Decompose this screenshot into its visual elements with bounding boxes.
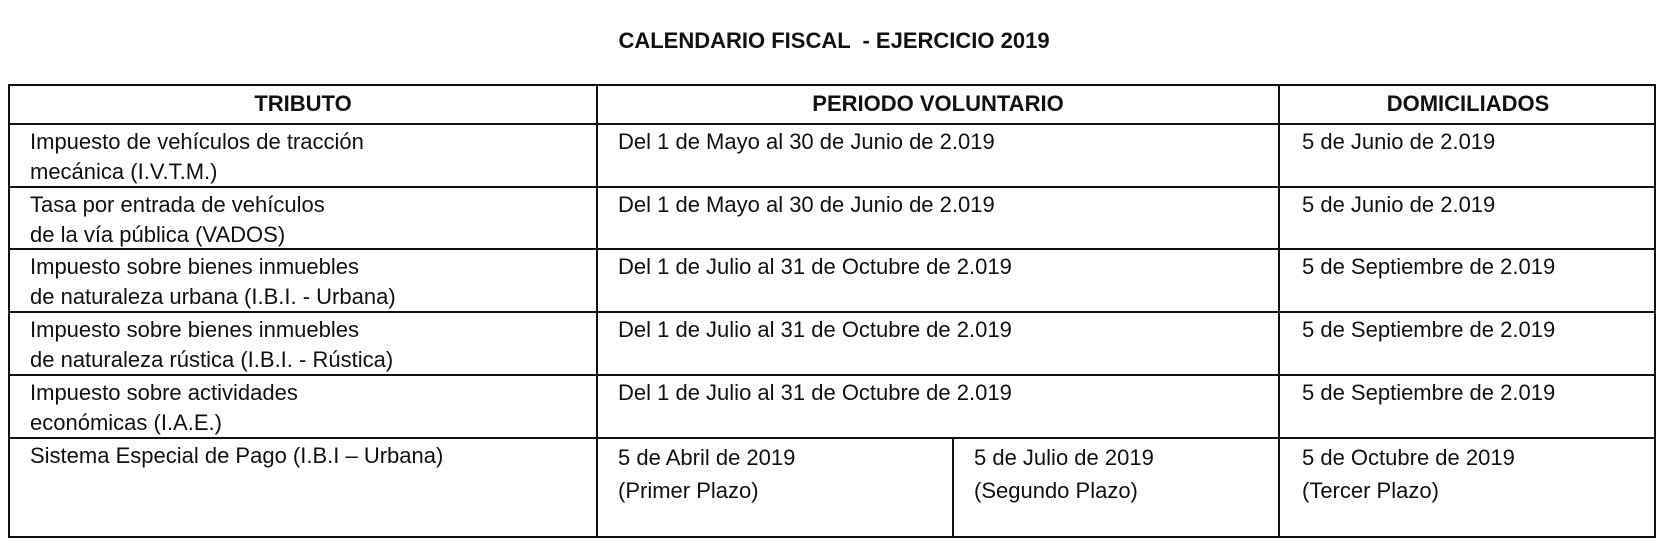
domiciliados-text: 5 de Septiembre de 2.019 <box>1302 317 1556 342</box>
plazo-1-cell <box>598 439 954 536</box>
table-row-2-periodo <box>598 188 1280 250</box>
domiciliados-text: 5 de Septiembre de 2.019 <box>1302 254 1556 279</box>
table-row-1-tributo <box>10 125 598 188</box>
plazo-2-nombre: (Segundo Plazo) <box>974 478 1138 503</box>
tributo-line-1: Impuesto sobre bienes inmuebles <box>30 317 359 342</box>
tributo-line-1: Tasa por entrada de vehículos <box>30 192 325 217</box>
tributo-line-1: Sistema Especial de Pago (I.B.I – Urbana) <box>30 443 444 468</box>
plazo-1-nombre: (Primer Plazo) <box>618 478 759 503</box>
domiciliados-text: 5 de Septiembre de 2.019 <box>1302 380 1556 405</box>
plazo-2-cell <box>954 439 1280 536</box>
tributo-line-1: Impuesto sobre actividades <box>30 380 298 405</box>
plazo-3-fecha: 5 de Octubre de 2019 <box>1302 445 1515 470</box>
tributo-line-2: mecánica (I.V.T.M.) <box>30 159 218 184</box>
domiciliados-text: 5 de Junio de 2.019 <box>1302 129 1496 154</box>
domiciliados-text: 5 de Junio de 2.019 <box>1302 192 1496 217</box>
table-row-5-domiciliados <box>1280 376 1656 439</box>
table-row-4-domiciliados <box>1280 313 1656 376</box>
plazo-3-nombre: (Tercer Plazo) <box>1302 478 1439 503</box>
tributo-line-1: Impuesto sobre bienes inmuebles <box>30 254 359 279</box>
periodo-text: Del 1 de Julio al 31 de Octubre de 2.019 <box>618 380 1012 405</box>
plazo-3-cell <box>1280 439 1656 536</box>
tributo-line-2: de naturaleza rústica (I.B.I. - Rústica) <box>30 347 394 372</box>
header-periodo-voluntario: PERIODO VOLUNTARIO <box>598 86 1280 125</box>
tributo-line-2: de la vía pública (VADOS) <box>30 222 286 247</box>
tributo-line-2: de naturaleza urbana (I.B.I. - Urbana) <box>30 284 396 309</box>
table-row-2-domiciliados <box>1280 188 1656 250</box>
table-row-5-tributo <box>10 376 598 439</box>
header-domiciliados: DOMICILIADOS <box>1280 86 1656 125</box>
table-row-5-periodo <box>598 376 1280 439</box>
header-tributo: TRIBUTO <box>10 86 598 125</box>
plazo-1-fecha: 5 de Abril de 2019 <box>618 445 796 470</box>
plazo-2-fecha: 5 de Julio de 2019 <box>974 445 1154 470</box>
table-row-1-periodo <box>598 125 1280 188</box>
tributo-line-1: Impuesto de vehículos de tracción <box>30 129 364 154</box>
table-row-1-domiciliados <box>1280 125 1656 188</box>
periodo-text: Del 1 de Julio al 31 de Octubre de 2.019 <box>618 254 1012 279</box>
fiscal-calendar-table <box>8 84 1656 538</box>
table-row-2-tributo <box>10 188 598 250</box>
tributo-line-2: económicas (I.A.E.) <box>30 410 222 435</box>
table-row-4-tributo <box>10 313 598 376</box>
table-row-3-tributo <box>10 250 598 313</box>
table-row-3-domiciliados <box>1280 250 1656 313</box>
table-row-3-periodo <box>598 250 1280 313</box>
periodo-text: Del 1 de Mayo al 30 de Junio de 2.019 <box>618 129 995 154</box>
periodo-text: Del 1 de Mayo al 30 de Junio de 2.019 <box>618 192 995 217</box>
page-title: CALENDARIO FISCAL - EJERCICIO 2019 <box>618 28 1050 53</box>
table-row-4-periodo <box>598 313 1280 376</box>
table-row-special-tributo <box>10 439 598 536</box>
periodo-text: Del 1 de Julio al 31 de Octubre de 2.019 <box>618 317 1012 342</box>
